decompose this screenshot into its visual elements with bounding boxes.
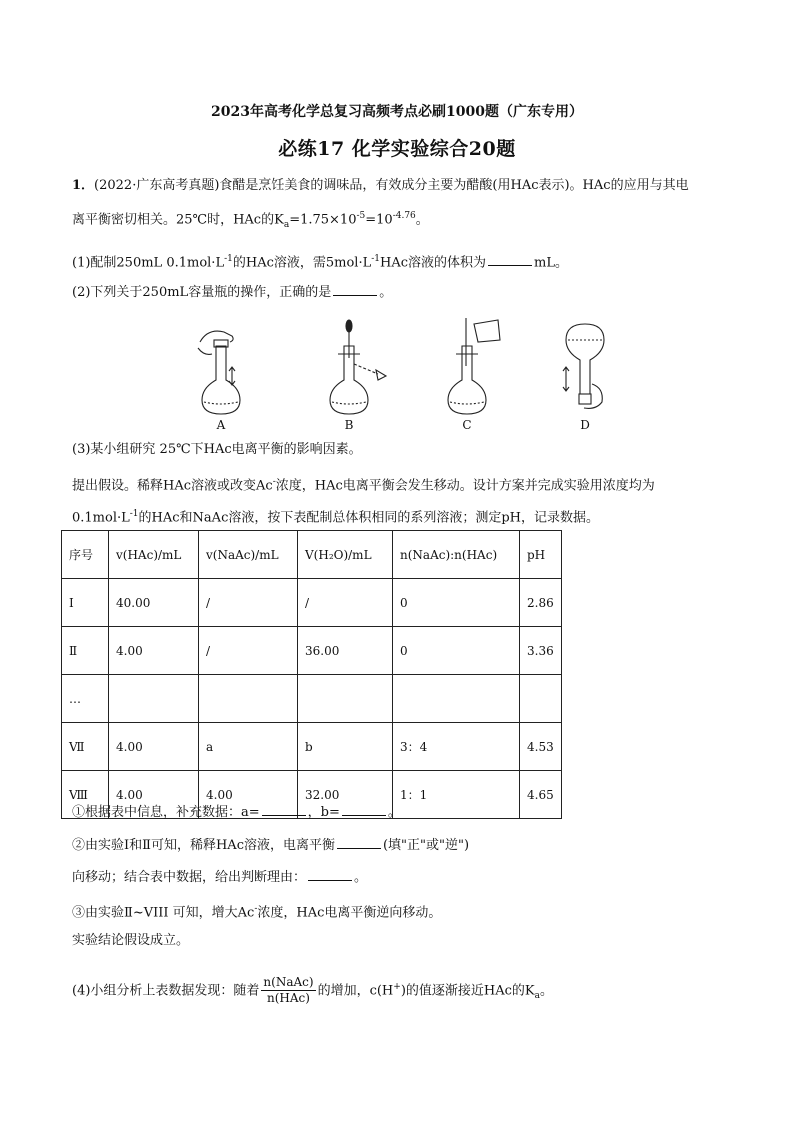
header-v-naac: v(NaAc)/mL [199,531,298,579]
part2-text: (2)下列关于250mL容量瓶的操作，正确的是 。 [72,285,393,300]
answer-blank-a[interactable] [262,803,306,816]
ratio-fraction: $\frac{\text{n(NaAc)}}{\text{n(HAc)}}$ [263,975,314,1006]
flask-diagram [180,318,620,418]
answer-blank-b[interactable] [342,803,386,816]
volumetric-flask-figure [180,318,620,436]
part3-text: (3)某小组研究 25℃下HAc电离平衡的影响因素。 [72,442,362,457]
table-row: Ⅶ 4.00 a b 3：4 4.53 [62,723,562,771]
header-v-h2o: V(H₂O)/mL [298,531,393,579]
table-row: Ⅱ 4.00 / 36.00 0 3.36 [62,627,562,675]
flask-d-icon [563,324,604,408]
question-number: 1． [72,178,95,193]
flask-a-icon [198,331,240,414]
answer-blank[interactable] [308,868,352,881]
figure-label-b: B [344,418,354,432]
header-v-hac: v(HAc)/mL [109,531,199,579]
sub-question-2: ②由实验Ⅰ和Ⅱ可知，稀释HAc溶液，电离平衡 (填"正"或"逆") [72,838,470,853]
table-row: … [62,675,562,723]
part3-design: $0.1mol\cdot L^{-1}$的HAc和NaAc溶液，按下表配制总体积相同的系列溶液；测定pH，记录数据。 [72,509,600,526]
header-ratio: n(NaAc):n(HAc) [393,531,520,579]
document-title: 2023年高考化学总复习高频考点必刷1000题（广东专用） [211,104,583,120]
part1-text: (1)配制250mL $0.1mol\cdot L^{-1}$的HAc溶液，需$5mol\cdot L^{-1}HAc$溶液的体积为 mL。 [72,254,568,271]
figure-label-a: A [216,418,226,432]
section-title: 必练17 化学实验综合20题 [278,138,516,160]
figure-label-d: D [580,418,590,432]
question-intro-line1: 1．(2022·广东高考真题)食醋是烹饪美食的调味品，有效成分主要为醋酸(用HAc表示)。HAc的应用与其电 [72,178,689,193]
answer-blank[interactable] [333,283,377,296]
answer-blank[interactable] [488,253,532,266]
sub-question-1: ①根据表中信息，补充数据：a= ，b= 。 [72,805,401,820]
question-intro-line2: 离平衡密切相关。25℃时，HAc的$K_a=1.75\times 10^{-5}=10^{-4.76}$。 [72,211,429,230]
flask-c-icon [448,318,500,414]
header-ph: pH [520,531,562,579]
header-index: 序号 [62,531,109,579]
answer-blank[interactable] [337,836,381,849]
table-header-row [62,531,562,579]
part4-text: (4)小组分析上表数据发现：随着 $\frac{\text{n(NaAc)}}{\text{n(HAc)}}$ 的增加，c(H+)的值逐渐接近HAc的$K_a$。 [72,975,553,1006]
figure-label-c: C [462,418,472,432]
table-row: Ⅷ 4.00 4.00 32.00 1：1 4.65 [62,771,562,819]
table-row: Ⅰ 40.00 / / 0 2.86 [62,579,562,627]
flask-b-icon [330,320,386,414]
part3-hypothesis: 提出假设。稀释HAc溶液或改变Ac-浓度，HAc电离平衡会发生移动。设计方案并完成实验用浓度均为 [72,477,655,494]
sub-question-3: ③由实验Ⅱ~VIII 可知，增大Ac-浓度，HAc电离平衡逆向移动。 [72,904,442,921]
sub-question-2-reason: 向移动；结合表中数据，给出判断理由： 。 [72,870,368,885]
conclusion-text: 实验结论假设成立。 [72,933,190,948]
experiment-table [61,530,562,819]
